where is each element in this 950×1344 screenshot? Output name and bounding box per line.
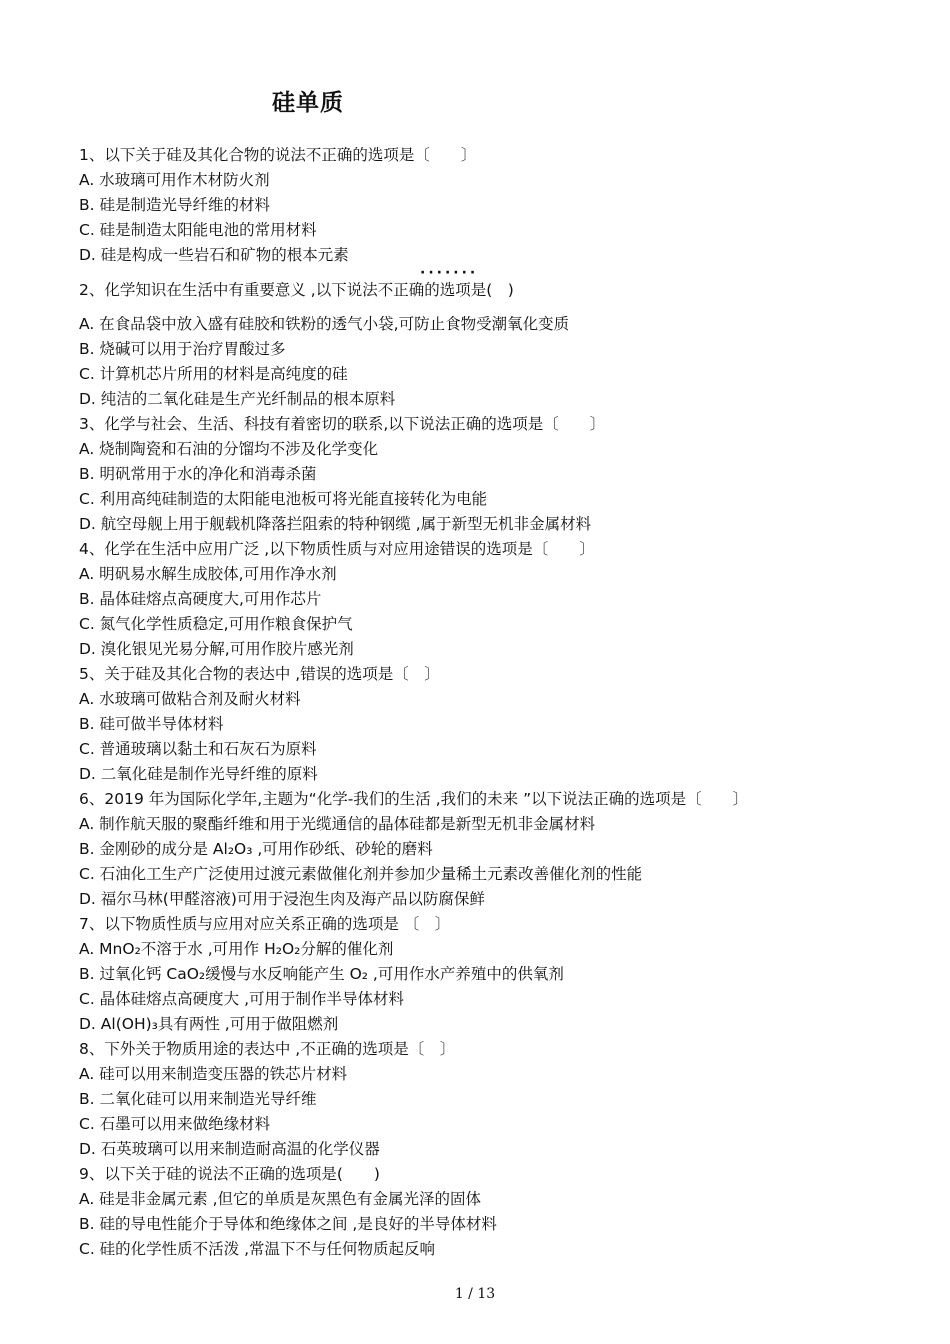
option: B. 烧碱可以用于治疗胃酸过多	[79, 340, 286, 358]
document-title: 硅单质	[272, 90, 344, 116]
question-stem: 3、化学与社会、生活、科技有着密切的联系,以下说法正确的选项是〔 〕	[79, 415, 606, 433]
option: D. 纯洁的二氧化硅是生产光纤制品的根本原料	[79, 390, 396, 408]
question-stem: 1、以下关于硅及其化合物的说法不正确的选项是〔 〕	[79, 146, 477, 164]
option: D. 石英玻璃可以用来制造耐高温的化学仪器	[79, 1140, 380, 1158]
page-number: 1 / 13	[454, 1286, 496, 1302]
question-stem: 5、关于硅及其化合物的表达中 ,错误的选项是〔 〕	[79, 665, 440, 683]
option: C. 利用高纯硅制造的太阳能电池板可将光能直接转化为电能	[79, 490, 488, 508]
option: A. 水玻璃可用作木材防火剂	[79, 171, 270, 189]
question-stem: 2、化学知识在生活中有重要意义 ,以下说法不正确的选项是( )	[79, 281, 514, 299]
option: A. 制作航天服的聚酯纤维和用于光缆通信的晶体硅都是新型无机非金属材料	[79, 815, 596, 833]
question-stem: 8、下外关于物质用途的表达中 ,不正确的选项是〔 〕	[79, 1040, 456, 1058]
option: B. 明矾常用于水的净化和消毒杀菌	[79, 465, 317, 483]
option: A. 水玻璃可做粘合剂及耐火材料	[79, 690, 301, 708]
option: A. 硅可以用来制造变压器的铁芯片材料	[79, 1065, 348, 1083]
option: C. 石墨可以用来做绝缘材料	[79, 1115, 271, 1133]
option: C. 硅的化学性质不活泼 ,常温下不与任何物质起反响	[79, 1240, 436, 1258]
question-stem: 6、2019 年为国际化学年,主题为“化学-我们的生活 ,我们的未来 ”以下说法正确的选项是〔 〕	[79, 790, 749, 808]
option: B. 硅是制造光导纤维的材料	[79, 196, 270, 214]
emphasis-dots: ·······	[420, 265, 479, 281]
option: C. 晶体硅熔点高硬度大 ,可用于制作半导体材料	[79, 990, 405, 1008]
option: C. 石油化工生产广泛使用过渡元素做催化剂并参加少量稀土元素改善催化剂的性能	[79, 865, 643, 883]
option: B. 硅可做半导体材料	[79, 715, 224, 733]
question-stem: 9、以下关于硅的说法不正确的选项是( )	[79, 1165, 380, 1183]
question-stem: 4、化学在生活中应用广泛 ,以下物质性质与对应用途错误的选项是〔 〕	[79, 540, 595, 558]
question-list	[79, 143, 879, 1262]
option: B. 过氧化钙 CaO₂缓慢与水反响能产生 O₂ ,可用作水产养殖中的供氧剂	[79, 965, 564, 983]
option: A. 烧制陶瓷和石油的分馏均不涉及化学变化	[79, 440, 379, 458]
option: A. 在食品袋中放入盛有硅胶和铁粉的透气小袋,可防止食物受潮氧化变质	[79, 315, 570, 333]
option: C. 硅是制造太阳能电池的常用材料	[79, 221, 317, 239]
option: B. 硅的导电性能介于导体和绝缘体之间 ,是良好的半导体材料	[79, 1215, 497, 1233]
option: D. 硅是构成一些岩石和矿物的根本元素	[79, 246, 349, 264]
option: C. 氮气化学性质稳定,可用作粮食保护气	[79, 615, 353, 633]
option: C. 普通玻璃以黏土和石灰石为原料	[79, 740, 317, 758]
option: D. 航空母舰上用于舰载机降落拦阻索的特种钢缆 ,属于新型无机非金属材料	[79, 515, 592, 533]
option: B. 二氧化硅可以用来制造光导纤维	[79, 1090, 317, 1108]
option: D. 福尔马林(甲醛溶液)可用于浸泡生肉及海产品以防腐保鲜	[79, 890, 485, 908]
option: B. 金刚砂的成分是 Al₂O₃ ,可用作砂纸、砂轮的磨料	[79, 840, 433, 858]
option: C. 计算机芯片所用的材料是高纯度的硅	[79, 365, 348, 383]
option: D. Al(OH)₃具有两性 ,可用于做阻燃剂	[79, 1015, 339, 1033]
option: D. 二氧化硅是制作光导纤维的原料	[79, 765, 318, 783]
option: A. 明矾易水解生成胶体,可用作净水剂	[79, 565, 337, 583]
option: A. MnO₂不溶于水 ,可用作 H₂O₂分解的催化剂	[79, 940, 394, 958]
option: A. 硅是非金属元素 ,但它的单质是灰黑色有金属光泽的固体	[79, 1190, 482, 1208]
option: D. 溴化银见光易分解,可用作胶片感光剂	[79, 640, 354, 658]
question-stem: 7、以下物质性质与应用对应关系正确的选项是 〔 〕	[79, 915, 451, 933]
option: B. 晶体硅熔点高硬度大,可用作芯片	[79, 590, 322, 608]
